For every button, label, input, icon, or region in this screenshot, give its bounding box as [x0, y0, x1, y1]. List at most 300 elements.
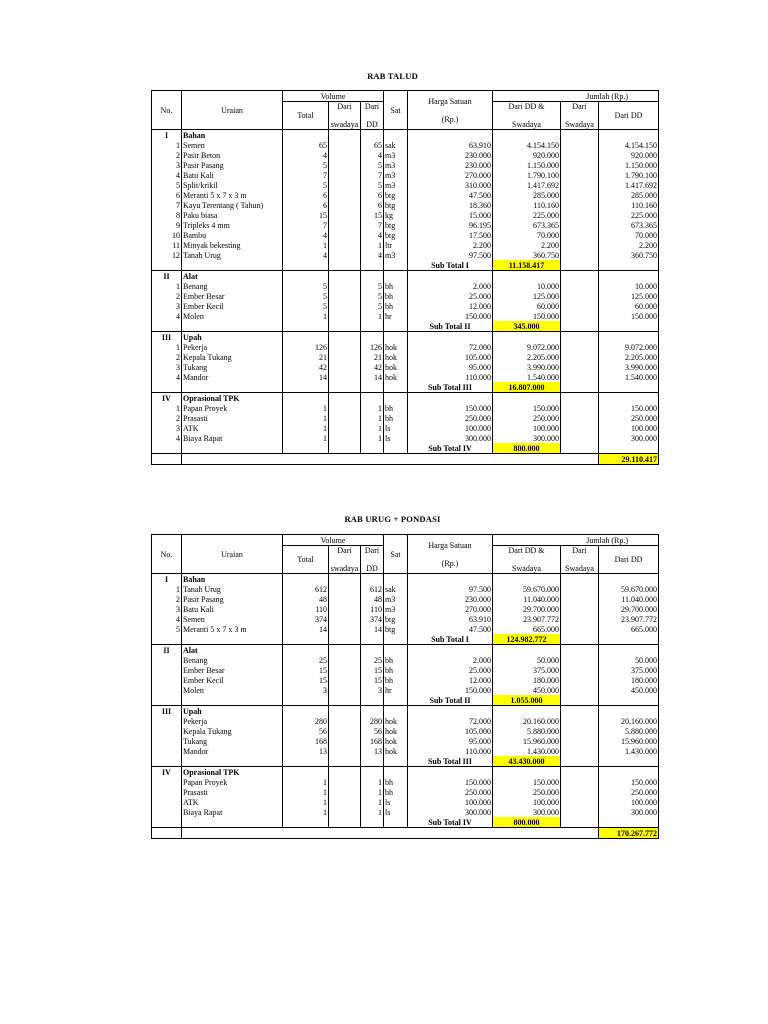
- row-dari-swadaya: [329, 624, 361, 634]
- header-dari-swadaya: Dari swadaya: [329, 546, 361, 574]
- table-title-2: RAB URUG + PONDASI: [344, 514, 441, 524]
- row-no: 3: [152, 362, 182, 372]
- row-dari-swadaya: [329, 250, 361, 260]
- row-jumlah-dd: 50.000: [599, 655, 659, 665]
- row-dari-swadaya: [329, 150, 361, 160]
- table-row: [152, 140, 659, 150]
- row-jumlah-swadaya: [561, 614, 599, 624]
- header-no: No.: [152, 535, 182, 574]
- row-jumlah-swadaya: [561, 604, 599, 614]
- table-row: [152, 716, 659, 726]
- row-no: 7: [152, 200, 182, 210]
- row-jumlah-dd-swadaya: 450.000: [493, 685, 561, 695]
- row-dari-swadaya: [329, 180, 361, 190]
- row-total: 4: [283, 250, 329, 260]
- row-jumlah-dd: 300.000: [599, 807, 659, 817]
- row-no: 12: [152, 250, 182, 260]
- row-harga-satuan: 105.000: [408, 726, 493, 736]
- table-row: [152, 594, 659, 604]
- row-jumlah-dd: 4.154.150: [599, 140, 659, 150]
- row-jumlah-dd-swadaya: 180.000: [493, 675, 561, 685]
- row-uraian: Biaya Rapat: [182, 433, 283, 443]
- row-harga-satuan: 100.000: [408, 423, 493, 433]
- table-row: [152, 170, 659, 180]
- row-sat: bh: [384, 301, 408, 311]
- row-dari-swadaya: [329, 736, 361, 746]
- row-jumlah-dd-swadaya: 3.990.000: [493, 362, 561, 372]
- row-total: 14: [283, 372, 329, 382]
- row-no: [152, 665, 182, 675]
- row-total: 110: [283, 604, 329, 614]
- row-no: 1: [152, 281, 182, 291]
- row-dari-dd: 42: [361, 362, 384, 372]
- row-harga-satuan: 12.000: [408, 675, 493, 685]
- row-sat: hok: [384, 746, 408, 756]
- row-jumlah-swadaya: [561, 362, 599, 372]
- row-dari-swadaya: [329, 160, 361, 170]
- row-total: 7: [283, 170, 329, 180]
- row-total: 5: [283, 301, 329, 311]
- rab-urug-pondasi-table: [151, 534, 657, 839]
- row-jumlah-dd: 23.907.772: [599, 614, 659, 624]
- row-jumlah-dd-swadaya: 59.670.000: [493, 584, 561, 594]
- row-no: 3: [152, 604, 182, 614]
- row-jumlah-swadaya: [561, 160, 599, 170]
- row-sat: hok: [384, 362, 408, 372]
- row-no: 4: [152, 372, 182, 382]
- row-sat: hr: [384, 685, 408, 695]
- row-uraian: Kayu Terentang ( Tahun): [182, 200, 283, 210]
- row-sat: bh: [384, 281, 408, 291]
- section-number: IV: [152, 393, 182, 404]
- row-harga-satuan: 2.000: [408, 655, 493, 665]
- row-no: [152, 746, 182, 756]
- row-jumlah-dd-swadaya: 9.072.000: [493, 342, 561, 352]
- row-harga-satuan: 270.000: [408, 604, 493, 614]
- row-harga-satuan: 72.000: [408, 716, 493, 726]
- row-dari-swadaya: [329, 210, 361, 220]
- row-no: 4: [152, 614, 182, 624]
- row-dari-swadaya: [329, 433, 361, 443]
- row-jumlah-swadaya: [561, 594, 599, 604]
- row-dari-swadaya: [329, 311, 361, 321]
- row-jumlah-dd: 450.000: [599, 685, 659, 695]
- row-sat: kg: [384, 210, 408, 220]
- row-harga-satuan: 150.000: [408, 777, 493, 787]
- row-no: 1: [152, 403, 182, 413]
- row-uraian: Tripleks 4 mm: [182, 220, 283, 230]
- row-uraian: Benang: [182, 655, 283, 665]
- row-harga-satuan: 250.000: [408, 413, 493, 423]
- row-total: 4: [283, 230, 329, 240]
- row-uraian: Pasir Pasang: [182, 594, 283, 604]
- row-sat: m3: [384, 170, 408, 180]
- row-jumlah-swadaya: [561, 807, 599, 817]
- row-jumlah-swadaya: [561, 746, 599, 756]
- row-jumlah-swadaya: [561, 716, 599, 726]
- table-row: [152, 281, 659, 291]
- row-no: 9: [152, 220, 182, 230]
- row-total: 1: [283, 423, 329, 433]
- row-jumlah-dd-swadaya: 125.000: [493, 291, 561, 301]
- row-harga-satuan: 96.195: [408, 220, 493, 230]
- row-dari-dd: 48: [361, 594, 384, 604]
- section-number: I: [152, 130, 182, 141]
- row-no: 2: [152, 594, 182, 604]
- row-no: [152, 675, 182, 685]
- row-sat: ls: [384, 423, 408, 433]
- row-jumlah-dd: 29.700.000: [599, 604, 659, 614]
- row-no: 1: [152, 584, 182, 594]
- row-dari-swadaya: [329, 787, 361, 797]
- row-dari-dd: 612: [361, 584, 384, 594]
- row-jumlah-swadaya: [561, 675, 599, 685]
- row-total: 65: [283, 140, 329, 150]
- row-jumlah-dd-swadaya: 250.000: [493, 787, 561, 797]
- row-dari-swadaya: [329, 716, 361, 726]
- row-jumlah-dd-swadaya: 20.160.000: [493, 716, 561, 726]
- row-uraian: Ember Kecil: [182, 675, 283, 685]
- row-total: 126: [283, 342, 329, 352]
- row-jumlah-swadaya: [561, 584, 599, 594]
- row-no: 2: [152, 413, 182, 423]
- row-total: 612: [283, 584, 329, 594]
- row-sat: ls: [384, 433, 408, 443]
- row-jumlah-dd-swadaya: 4.154.150: [493, 140, 561, 150]
- row-dari-dd: 13: [361, 746, 384, 756]
- row-dari-swadaya: [329, 170, 361, 180]
- row-dari-dd: 1: [361, 807, 384, 817]
- row-jumlah-dd: 375.000: [599, 665, 659, 675]
- row-total: 1: [283, 433, 329, 443]
- row-dari-dd: 1: [361, 787, 384, 797]
- row-no: 3: [152, 301, 182, 311]
- header-total: Total: [283, 546, 329, 574]
- row-total: 1: [283, 777, 329, 787]
- row-jumlah-dd: 9.072.000: [599, 342, 659, 352]
- row-no: 5: [152, 180, 182, 190]
- header-jumlah-dd: Dari DD: [599, 102, 659, 130]
- row-sat: ltr: [384, 240, 408, 250]
- row-jumlah-dd: 15.960.000: [599, 736, 659, 746]
- row-jumlah-dd: 11.040.000: [599, 594, 659, 604]
- row-dari-dd: 5: [361, 281, 384, 291]
- row-dari-swadaya: [329, 230, 361, 240]
- row-jumlah-swadaya: [561, 301, 599, 311]
- table-row: [152, 746, 659, 756]
- row-jumlah-dd-swadaya: 920.000: [493, 150, 561, 160]
- row-jumlah-dd: 920.000: [599, 150, 659, 160]
- row-jumlah-dd-swadaya: 60.000: [493, 301, 561, 311]
- row-jumlah-dd-swadaya: 15.960.000: [493, 736, 561, 746]
- row-jumlah-dd: 5.880.000: [599, 726, 659, 736]
- row-jumlah-swadaya: [561, 210, 599, 220]
- row-jumlah-swadaya: [561, 655, 599, 665]
- row-total: 15: [283, 665, 329, 675]
- row-jumlah-swadaya: [561, 433, 599, 443]
- row-total: 1: [283, 240, 329, 250]
- header-jumlah-dd-swadaya: Dari DD & Swadaya: [493, 546, 561, 574]
- row-uraian: Ember Kecil: [182, 301, 283, 311]
- row-jumlah-swadaya: [561, 281, 599, 291]
- row-no: 3: [152, 160, 182, 170]
- row-dari-dd: 5: [361, 160, 384, 170]
- table-row: [152, 250, 659, 260]
- row-dari-dd: 168: [361, 736, 384, 746]
- row-total: 15: [283, 210, 329, 220]
- header-sat: Sat: [384, 535, 408, 574]
- row-sat: bh: [384, 787, 408, 797]
- header-jumlah: Jumlah (Rp.): [493, 535, 659, 546]
- row-uraian: Tanah Urug: [182, 250, 283, 260]
- header-uraian: Uraian: [182, 535, 283, 574]
- row-dari-swadaya: [329, 675, 361, 685]
- row-dari-swadaya: [329, 685, 361, 695]
- row-uraian: Prasasti: [182, 787, 283, 797]
- row-harga-satuan: 63.910: [408, 140, 493, 150]
- row-dari-dd: 6: [361, 190, 384, 200]
- row-sat: btg: [384, 190, 408, 200]
- header-total: Total: [283, 102, 329, 130]
- row-harga-satuan: 230.000: [408, 594, 493, 604]
- row-dari-dd: 7: [361, 220, 384, 230]
- row-sat: btg: [384, 614, 408, 624]
- section-name: Alat: [182, 645, 283, 656]
- row-no: [152, 655, 182, 665]
- header-jumlah-swadaya: Dari Swadaya: [561, 546, 599, 574]
- row-jumlah-dd: 125.000: [599, 291, 659, 301]
- row-uraian: Batu Kali: [182, 170, 283, 180]
- row-no: 4: [152, 433, 182, 443]
- row-jumlah-dd-swadaya: 360.750: [493, 250, 561, 260]
- row-jumlah-swadaya: [561, 423, 599, 433]
- row-dari-dd: 1: [361, 311, 384, 321]
- row-sat: bh: [384, 403, 408, 413]
- subtotal-label: Sub Total II: [408, 321, 493, 332]
- row-jumlah-dd-swadaya: 100.000: [493, 797, 561, 807]
- row-jumlah-dd: 285.000: [599, 190, 659, 200]
- table-row: [152, 777, 659, 787]
- row-sat: ls: [384, 797, 408, 807]
- row-dari-swadaya: [329, 190, 361, 200]
- row-uraian: Tanah Urug: [182, 584, 283, 594]
- subtotal-value: 1.055.000: [493, 695, 561, 706]
- row-dari-swadaya: [329, 301, 361, 311]
- subtotal-label: Sub Total III: [408, 756, 493, 767]
- row-dari-dd: 1: [361, 413, 384, 423]
- row-harga-satuan: 47.500: [408, 190, 493, 200]
- row-jumlah-dd: 1.150.000: [599, 160, 659, 170]
- header-jumlah: Jumlah (Rp.): [493, 91, 659, 102]
- row-jumlah-dd: 10.000: [599, 281, 659, 291]
- row-jumlah-dd-swadaya: 29.700.000: [493, 604, 561, 614]
- row-uraian: Molen: [182, 311, 283, 321]
- row-jumlah-dd: 150.000: [599, 777, 659, 787]
- row-uraian: Pekerja: [182, 716, 283, 726]
- row-dari-dd: 1: [361, 777, 384, 787]
- row-dari-dd: 1: [361, 423, 384, 433]
- row-jumlah-swadaya: [561, 685, 599, 695]
- row-jumlah-swadaya: [561, 190, 599, 200]
- row-total: 3: [283, 685, 329, 695]
- row-uraian: Kepala Tukang: [182, 726, 283, 736]
- row-total: 42: [283, 362, 329, 372]
- row-jumlah-swadaya: [561, 413, 599, 423]
- row-jumlah-dd: 673.365: [599, 220, 659, 230]
- row-harga-satuan: 47.500: [408, 624, 493, 634]
- row-harga-satuan: 150.000: [408, 311, 493, 321]
- header-jumlah-swadaya: Dari Swadaya: [561, 102, 599, 130]
- subtotal-value: 800.000: [493, 443, 561, 454]
- row-jumlah-dd: 665.000: [599, 624, 659, 634]
- row-dari-swadaya: [329, 655, 361, 665]
- row-jumlah-swadaya: [561, 180, 599, 190]
- row-jumlah-dd: 110.160: [599, 200, 659, 210]
- table-row: [152, 655, 659, 665]
- table-row: [152, 403, 659, 413]
- row-uraian: Semen: [182, 614, 283, 624]
- row-jumlah-dd: 1.417.692: [599, 180, 659, 190]
- row-uraian: Mandor: [182, 372, 283, 382]
- row-dari-dd: 5: [361, 180, 384, 190]
- row-uraian: Minyak bekesting: [182, 240, 283, 250]
- table-row: [152, 413, 659, 423]
- section-name: Bahan: [182, 130, 283, 141]
- row-jumlah-dd-swadaya: 375.000: [493, 665, 561, 675]
- row-dari-dd: 56: [361, 726, 384, 736]
- row-total: 1: [283, 403, 329, 413]
- row-no: 8: [152, 210, 182, 220]
- row-sat: btg: [384, 624, 408, 634]
- row-sat: bh: [384, 413, 408, 423]
- row-uraian: Prasasti: [182, 413, 283, 423]
- row-uraian: Meranti 5 x 7 x 3 m: [182, 624, 283, 634]
- row-dari-swadaya: [329, 594, 361, 604]
- subtotal-label: Sub Total I: [408, 260, 493, 271]
- table-row: [152, 342, 659, 352]
- row-jumlah-dd-swadaya: 11.040.000: [493, 594, 561, 604]
- row-no: [152, 685, 182, 695]
- table-row: [152, 180, 659, 190]
- row-uraian: Pasir Beton: [182, 150, 283, 160]
- table-row: [152, 584, 659, 594]
- row-total: 7: [283, 220, 329, 230]
- row-jumlah-dd: 70.000: [599, 230, 659, 240]
- row-dari-dd: 374: [361, 614, 384, 624]
- row-dari-swadaya: [329, 726, 361, 736]
- subtotal-label: Sub Total IV: [408, 443, 493, 454]
- row-dari-dd: 15: [361, 665, 384, 675]
- row-dari-swadaya: [329, 240, 361, 250]
- header-uraian: Uraian: [182, 91, 283, 130]
- row-jumlah-dd-swadaya: 150.000: [493, 311, 561, 321]
- row-total: 21: [283, 352, 329, 362]
- row-sat: btg: [384, 220, 408, 230]
- row-jumlah-dd-swadaya: 70.000: [493, 230, 561, 240]
- table-row: [152, 685, 659, 695]
- section-number: II: [152, 645, 182, 656]
- section-name: Alat: [182, 271, 283, 282]
- row-dari-swadaya: [329, 281, 361, 291]
- row-no: 2: [152, 291, 182, 301]
- row-dari-swadaya: [329, 291, 361, 301]
- row-jumlah-swadaya: [561, 726, 599, 736]
- row-uraian: Biaya Rapat: [182, 807, 283, 817]
- row-jumlah-swadaya: [561, 240, 599, 250]
- header-volume: Volume: [283, 535, 384, 546]
- row-jumlah-dd-swadaya: 150.000: [493, 777, 561, 787]
- row-sat: bh: [384, 675, 408, 685]
- table-row: [152, 372, 659, 382]
- row-sat: hok: [384, 342, 408, 352]
- row-total: 5: [283, 281, 329, 291]
- row-harga-satuan: 95.000: [408, 736, 493, 746]
- row-harga-satuan: 18.360: [408, 200, 493, 210]
- row-total: 1: [283, 787, 329, 797]
- row-total: 6: [283, 200, 329, 210]
- row-jumlah-dd: 180.000: [599, 675, 659, 685]
- header-jumlah-dd-swadaya: Dari DD & Swadaya: [493, 102, 561, 130]
- row-jumlah-dd-swadaya: 1.417.692: [493, 180, 561, 190]
- row-uraian: Molen: [182, 685, 283, 695]
- row-dari-dd: 5: [361, 291, 384, 301]
- section-number: III: [152, 706, 182, 717]
- row-jumlah-dd-swadaya: 10.000: [493, 281, 561, 291]
- row-harga-satuan: 230.000: [408, 160, 493, 170]
- row-dari-dd: 6: [361, 200, 384, 210]
- row-sat: ls: [384, 807, 408, 817]
- row-jumlah-swadaya: [561, 220, 599, 230]
- rab-talud-table: [151, 90, 657, 465]
- row-jumlah-swadaya: [561, 250, 599, 260]
- row-dari-swadaya: [329, 220, 361, 230]
- row-jumlah-swadaya: [561, 342, 599, 352]
- row-dari-dd: 4: [361, 250, 384, 260]
- row-no: 11: [152, 240, 182, 250]
- row-no: 5: [152, 624, 182, 634]
- row-harga-satuan: 250.000: [408, 787, 493, 797]
- row-dari-swadaya: [329, 140, 361, 150]
- table-row: [152, 604, 659, 614]
- row-jumlah-swadaya: [561, 352, 599, 362]
- row-no: [152, 777, 182, 787]
- row-harga-satuan: 72.000: [408, 342, 493, 352]
- row-jumlah-dd-swadaya: 50.000: [493, 655, 561, 665]
- row-jumlah-dd-swadaya: 5.880.000: [493, 726, 561, 736]
- row-total: 25: [283, 655, 329, 665]
- row-harga-satuan: 17.500: [408, 230, 493, 240]
- row-jumlah-swadaya: [561, 665, 599, 675]
- row-uraian: Semen: [182, 140, 283, 150]
- section-name: Upah: [182, 706, 283, 717]
- table-row: [152, 301, 659, 311]
- row-harga-satuan: 310.000: [408, 180, 493, 190]
- row-no: 1: [152, 342, 182, 352]
- table-row: [152, 614, 659, 624]
- row-jumlah-dd: 1.540.000: [599, 372, 659, 382]
- subtotal-label: Sub Total IV: [408, 817, 493, 828]
- row-sat: m3: [384, 250, 408, 260]
- row-dari-dd: 1: [361, 403, 384, 413]
- row-jumlah-dd-swadaya: 250.000: [493, 413, 561, 423]
- row-total: 5: [283, 180, 329, 190]
- row-dari-swadaya: [329, 352, 361, 362]
- row-no: 4: [152, 311, 182, 321]
- subtotal-value: 11.158.417: [493, 260, 561, 271]
- row-jumlah-dd-swadaya: 1.790.100: [493, 170, 561, 180]
- row-dari-dd: 4: [361, 150, 384, 160]
- subtotal-value: 16.807.000: [493, 382, 561, 393]
